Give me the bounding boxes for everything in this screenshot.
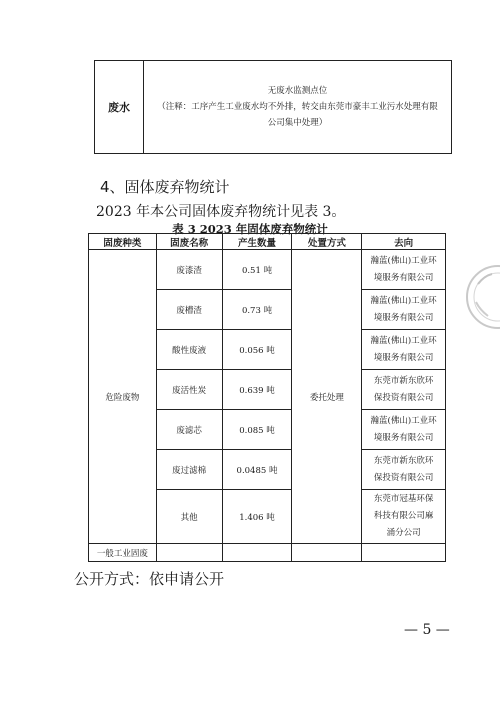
destination xyxy=(362,410,446,450)
destination-line-2: 境服务有限公司 xyxy=(373,312,434,323)
destination xyxy=(362,490,446,544)
waste-name: 酸性废液 xyxy=(156,330,222,370)
destination xyxy=(362,290,446,330)
waste-name: 废过滤棉 xyxy=(156,450,222,490)
waste-amount: 1.406 吨 xyxy=(222,490,292,544)
col-header-category: 固废种类 xyxy=(89,234,157,250)
destination-line-2: 科技有限公司麻 xyxy=(373,511,434,521)
destination-line-1: 瀚蓝(佛山)工业环 xyxy=(370,295,437,306)
waste-amount: 0.73 吨 xyxy=(222,290,292,330)
wastewater-line-3: 公司集中处理） xyxy=(267,118,328,128)
table-caption: 表 3 2023 年固体废弃物统计 xyxy=(172,222,328,236)
empty-cell xyxy=(292,544,362,562)
destination-line-1: 东莞市冠基环保 xyxy=(373,494,434,504)
col-header-name: 固废名称 xyxy=(156,234,222,250)
destination xyxy=(362,330,446,370)
destination xyxy=(362,450,446,490)
col-header-destination: 去向 xyxy=(362,234,446,250)
destination-line-2: 境服务有限公司 xyxy=(373,432,434,443)
category-hazardous: 危险废物 xyxy=(89,250,157,544)
destination-line-2: 境服务有限公司 xyxy=(373,272,434,283)
destination-line-1: 瀚蓝(佛山)工业环 xyxy=(370,415,437,426)
wastewater-table xyxy=(94,60,452,154)
section-heading: 4、固体废弃物统计 xyxy=(100,178,230,196)
destination-line-2: 境服务有限公司 xyxy=(373,352,434,363)
waste-amount: 0.51 吨 xyxy=(222,250,292,290)
wastewater-line-2: （注释：工序产生工业废水均不外排，转交由东莞市豪丰工业污水处理有限 xyxy=(157,102,438,112)
waste-amount: 0.085 吨 xyxy=(222,410,292,450)
waste-name: 废活性炭 xyxy=(156,370,222,410)
waste-name: 废槽渣 xyxy=(156,290,222,330)
table-row xyxy=(89,544,446,562)
destination-line-2: 保投资有限公司 xyxy=(373,392,434,403)
intro-paragraph: 2023 年本公司固体废弃物统计见表 3。 xyxy=(96,204,346,220)
destination-line-2: 保投资有限公司 xyxy=(373,472,434,483)
destination-line-1: 瀚蓝(佛山)工业环 xyxy=(370,255,437,266)
table-row xyxy=(89,250,446,290)
disposal-method: 委托处理 xyxy=(292,250,362,544)
solid-waste-table xyxy=(88,233,446,562)
destination-line-1: 瀚蓝(佛山)工业环 xyxy=(370,335,437,346)
destination-line-3: 涌分公司 xyxy=(386,528,421,538)
wastewater-note xyxy=(144,61,452,154)
destination-line-1: 东莞市新东欣环 xyxy=(373,455,434,466)
waste-name: 废漆渣 xyxy=(156,250,222,290)
waste-name: 废滤芯 xyxy=(156,410,222,450)
page-number: — 5 — xyxy=(404,622,450,638)
waste-amount: 0.056 吨 xyxy=(222,330,292,370)
col-header-amount: 产生数量 xyxy=(222,234,292,250)
seal-stamp-icon xyxy=(462,262,500,332)
waste-amount: 0.639 吨 xyxy=(222,370,292,410)
destination xyxy=(362,370,446,410)
wastewater-line-1: 无废水监测点位 xyxy=(267,86,328,96)
disclosure-method: 公开方式：依申请公开 xyxy=(74,570,225,588)
destination-line-1: 东莞市新东欣环 xyxy=(373,375,434,386)
empty-cell xyxy=(156,544,222,562)
empty-cell xyxy=(222,544,292,562)
table-header-row xyxy=(89,234,446,250)
destination xyxy=(362,250,446,290)
empty-cell xyxy=(362,544,446,562)
wastewater-label: 废水 xyxy=(95,61,144,154)
waste-name: 其他 xyxy=(156,490,222,544)
waste-amount: 0.0485 吨 xyxy=(222,450,292,490)
col-header-disposal: 处置方式 xyxy=(292,234,362,250)
category-general: 一般工业固废 xyxy=(89,544,157,562)
